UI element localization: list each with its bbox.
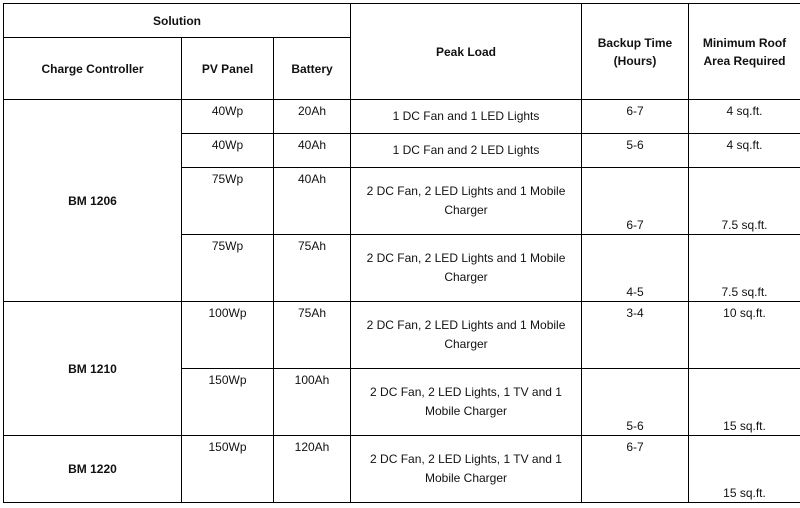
pv-panel-cell: 40Wp [182, 100, 274, 134]
pv-panel-cell: 150Wp [182, 369, 274, 436]
battery-cell: 120Ah [274, 436, 351, 503]
min-roof-area-header: Minimum Roof Area Required [689, 4, 800, 100]
roof-area-cell: 7.5 sq.ft. [689, 235, 800, 302]
backup-time-cell: 4-5 [582, 235, 689, 302]
peak-load-cell: 1 DC Fan and 1 LED Lights [351, 100, 582, 134]
backup-time-header: Backup Time (Hours) [582, 4, 689, 100]
roof-area-cell: 4 sq.ft. [689, 100, 800, 134]
peak-load-cell: 2 DC Fan, 2 LED Lights, 1 TV and 1 Mobile Charger [351, 369, 582, 436]
backup-time-cell: 5-6 [582, 134, 689, 168]
peak-load-cell: 2 DC Fan, 2 LED Lights and 1 Mobile Charger [351, 235, 582, 302]
peak-load-header: Peak Load [351, 4, 582, 100]
backup-time-cell: 6-7 [582, 100, 689, 134]
battery-cell: 40Ah [274, 168, 351, 235]
roof-area-cell: 15 sq.ft. [689, 436, 800, 503]
peak-load-cell: 2 DC Fan, 2 LED Lights and 1 Mobile Charger [351, 168, 582, 235]
peak-load-cell: 2 DC Fan, 2 LED Lights, 1 TV and 1 Mobile Charger [351, 436, 582, 503]
backup-time-cell: 6-7 [582, 168, 689, 235]
table-row [4, 436, 800, 503]
controller-bm1206: BM 1206 [4, 100, 182, 302]
pv-panel-cell: 75Wp [182, 235, 274, 302]
pv-panel-cell: 150Wp [182, 436, 274, 503]
battery-cell: 20Ah [274, 100, 351, 134]
battery-cell: 100Ah [274, 369, 351, 436]
controller-bm1210: BM 1210 [4, 302, 182, 436]
controller-bm1220: BM 1220 [4, 436, 182, 503]
roof-area-cell: 7.5 sq.ft. [689, 168, 800, 235]
backup-time-cell: 6-7 [582, 436, 689, 503]
peak-load-cell: 1 DC Fan and 2 LED Lights [351, 134, 582, 168]
header-row-1 [4, 4, 800, 38]
pv-panel-cell: 75Wp [182, 168, 274, 235]
solution-table [3, 3, 800, 503]
battery-header: Battery [274, 38, 351, 100]
charge-controller-header: Charge Controller [4, 38, 182, 100]
battery-cell: 75Ah [274, 235, 351, 302]
battery-cell: 40Ah [274, 134, 351, 168]
battery-cell: 75Ah [274, 302, 351, 369]
roof-area-cell: 15 sq.ft. [689, 369, 800, 436]
peak-load-cell: 2 DC Fan, 2 LED Lights and 1 Mobile Charger [351, 302, 582, 369]
table-row [4, 302, 800, 369]
roof-area-cell: 10 sq.ft. [689, 302, 800, 369]
backup-time-cell: 3-4 [582, 302, 689, 369]
pv-panel-cell: 100Wp [182, 302, 274, 369]
solution-header: Solution [4, 4, 351, 38]
backup-time-cell: 5-6 [582, 369, 689, 436]
table-row [4, 100, 800, 134]
roof-area-cell: 4 sq.ft. [689, 134, 800, 168]
pv-panel-header: PV Panel [182, 38, 274, 100]
pv-panel-cell: 40Wp [182, 134, 274, 168]
